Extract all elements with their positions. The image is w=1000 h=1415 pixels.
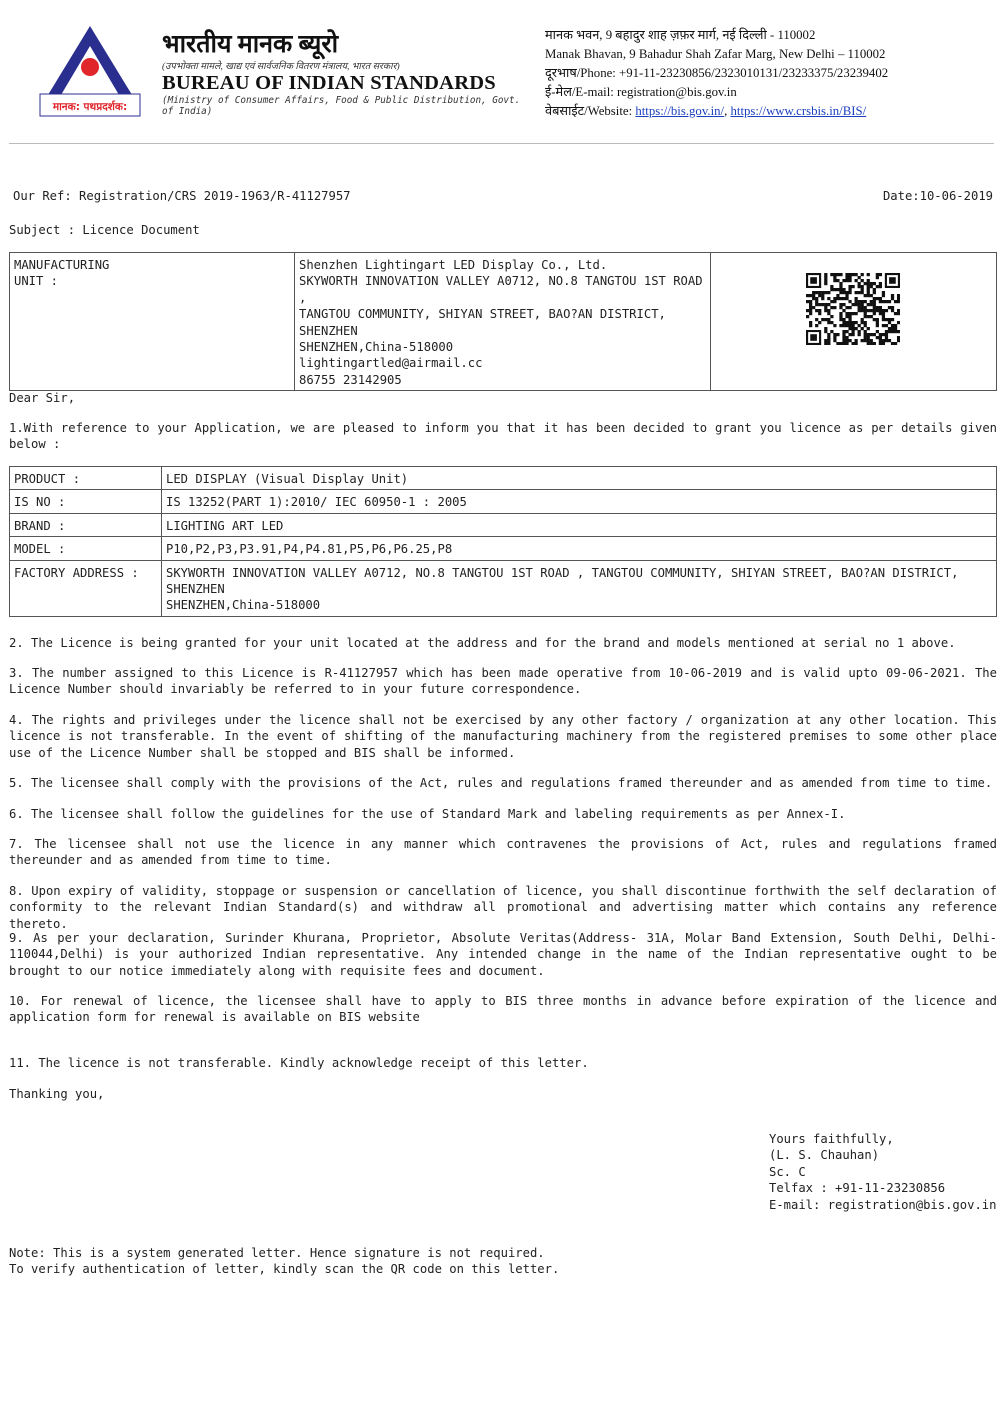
paragraph-11: 11. The licence is not transferable. Kindly acknowledge receipt of this letter. <box>9 1056 589 1070</box>
subject-line: Subject : Licence Document <box>9 223 200 237</box>
website-label: वेबसाईट/Website: <box>545 104 633 118</box>
website-separator: , <box>724 104 728 118</box>
address-line: SKYWORTH INNOVATION VALLEY A0712, NO.8 TANGTOU 1ST ROAD , <box>299 274 703 305</box>
paragraph-4: 4. The rights and privileges under the licence shall not be exercised by any other factory / organization at any other location. This licence is not transferable. In the event of shifting of the manufacturing machinery from the registered premises to some other place use of the Licence Number shall be stopped and BIS shall be informed. <box>9 713 997 760</box>
row-value: LED DISPLAY (Visual Display Unit) <box>162 467 997 490</box>
address-line: SHENZHEN,China-518000 <box>299 340 454 355</box>
sign-off: Yours faithfully, <box>769 1132 894 1146</box>
english-title: BUREAU OF INDIAN STANDARDS <box>162 72 496 94</box>
email-line: ई-मेल/E-mail: registration@bis.gov.in <box>545 85 737 99</box>
address-hindi: मानक भवन, 9 बहादुर शाह ज़फ़र मार्ग, नई दिल्ली - 110002 <box>545 28 816 42</box>
table-row <box>10 467 997 490</box>
paragraph-5: 5. The licensee shall comply with the provisions of the Act, rules and regulations framed thereunder and as amended from time to time. <box>9 776 993 790</box>
table-row <box>10 490 997 513</box>
company-email: lightingartled@airmail.cc <box>299 356 483 371</box>
company-name: Shenzhen Lightingart LED Display Co., Ltd. <box>299 258 608 272</box>
paragraph-9: 9. As per your declaration, Surinder Khurana, Proprietor, Absolute Veritas(Address- 31A, Molar Band Extension, South Delhi, Delhi-110044,Delhi) is your authorized Indian representative. Any intended change in the name of the Indian representative ought to be brought to our notice immediately along with requisite fees and document. <box>9 931 997 978</box>
ministry-line: (Ministry of Consumer Affairs, Food & Public Distribution, Govt. of India) <box>162 95 521 117</box>
paragraph-3: 3. The number assigned to this Licence is R-41127957 which has been made operative from 10-06-2019 and is valid upto 09-06-2021. The Licence Number should invariably be referred to in your future correspondence. <box>9 666 997 697</box>
paragraph-8: 8. Upon expiry of validity, stoppage or suspension or cancellation of licence, you shall discontinue forthwith the self declaration of conformity to the relevant Indian Standard(s) and withdraw all promotional and advertising matter which contains any reference thereto. <box>9 884 997 931</box>
row-value: P10,P2,P3,P3.91,P4,P4.81,P5,P6,P6.25,P8 <box>162 537 997 560</box>
table-row <box>10 537 997 560</box>
salutation: Dear Sir, <box>9 391 76 405</box>
website-link-crsbis[interactable]: https://www.crsbis.in/BIS/ <box>730 104 867 118</box>
note-line: To verify authentication of letter, kindly scan the QR code on this letter. <box>9 1262 560 1277</box>
website-line <box>545 102 888 121</box>
phone-line: दूरभाष/Phone: +91-11-23230856/2323010131/23233375/23239402 <box>545 66 889 80</box>
row-label: MODEL : <box>10 537 162 560</box>
hindi-title: भारतीय मानक ब्यूरो <box>162 31 339 58</box>
address-line: SHENZHEN <box>299 323 358 338</box>
signatory-designation: Sc. C <box>769 1164 806 1179</box>
hindi-subtitle: (उपभोक्ता मामले, खाद्य एवं सार्वजनिक वितरण मंत्रालय, भारत सरकार) <box>162 62 400 72</box>
closing-thanks: Thanking you, <box>9 1087 105 1101</box>
address-english: Manak Bhavan, 9 Bahadur Shah Zafar Marg, New Delhi – 110002 <box>545 47 886 61</box>
qr-code[interactable] <box>806 273 900 345</box>
address-line: TANGTOU COMMUNITY, SHIYAN STREET, BAO?AN DISTRICT, <box>299 307 666 322</box>
table-row <box>10 560 997 616</box>
table-row <box>10 513 997 536</box>
note-line: Note: This is a system generated letter. Hence signature is not required. <box>9 1246 545 1260</box>
header-divider <box>9 143 994 144</box>
manufacturing-unit-label: MANUFACTURING UNIT : <box>10 253 295 391</box>
paragraph-7: 7. The licensee shall not use the licence in any manner which contravenes the provisions of Act, rules and regulations framed thereunder and as amended from time to time. <box>9 837 997 868</box>
paragraph-10: 10. For renewal of licence, the licensee shall have to apply to BIS three months in advance before expiration of the licence and application form for renewal is available on BIS website <box>9 994 997 1025</box>
row-label: BRAND : <box>10 513 162 536</box>
row-label: FACTORY ADDRESS : <box>10 560 162 616</box>
signatory-telfax: Telfax : +91-11-23230856 <box>769 1181 946 1196</box>
manufacturing-unit-details <box>295 253 711 391</box>
system-note <box>9 1245 559 1278</box>
contact-block <box>545 26 888 121</box>
letter-date: Date:10-06-2019 <box>882 189 993 203</box>
company-phone: 86755 23142905 <box>299 372 402 387</box>
paragraph-1: 1.With reference to your Application, we are pleased to inform you that it has been decided to grant you licence as per details given below : <box>9 421 997 452</box>
website-link-bis[interactable]: https://bis.gov.in/ <box>635 104 725 118</box>
row-value: IS 13252(PART 1):2010/ IEC 60950-1 : 2005 <box>162 490 997 513</box>
bis-logo <box>36 22 144 122</box>
licence-details-table <box>9 466 997 617</box>
row-label: PRODUCT : <box>10 467 162 490</box>
signatory-email: E-mail: registration@bis.gov.in <box>769 1197 997 1212</box>
paragraph-6: 6. The licensee shall follow the guidelines for the use of Standard Mark and labeling requirements as per Annex-I. <box>9 807 846 821</box>
row-label: IS NO : <box>10 490 162 513</box>
row-value: LIGHTING ART LED <box>162 513 997 536</box>
paragraph-2: 2. The Licence is being granted for your unit located at the address and for the brand and models mentioned at serial no 1 above. <box>9 636 956 650</box>
factory-address: SKYWORTH INNOVATION VALLEY A0712, NO.8 TANGTOU 1ST ROAD , TANGTOU COMMUNITY, SHIYAN STREET, BAO?AN DISTRICT, SHENZHEN SHENZHEN,China-518000 <box>162 560 997 616</box>
signature-block <box>769 1131 996 1213</box>
signatory-name: (L. S. Chauhan) <box>769 1148 880 1163</box>
logo-motto: मानक: पथप्रदर्शक: <box>52 101 128 113</box>
reference-number: Our Ref: Registration/CRS 2019-1963/R-41127957 <box>13 189 351 203</box>
